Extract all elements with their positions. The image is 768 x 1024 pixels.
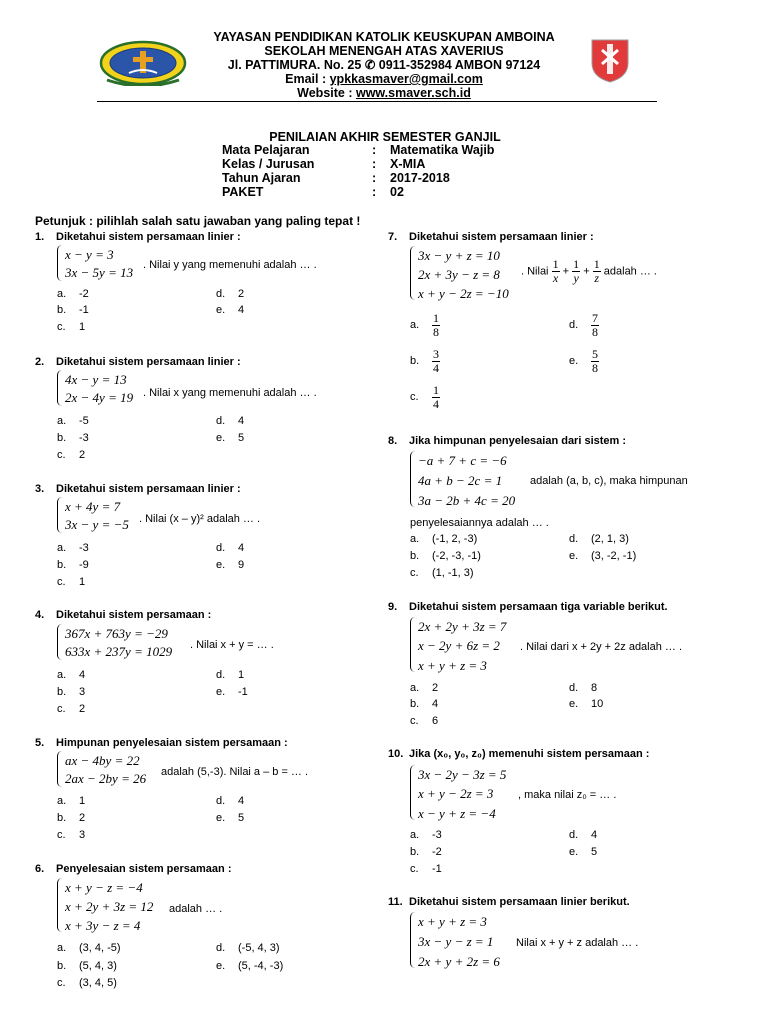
option-c[interactable]: c. 6 [410,715,439,727]
exam-title: PENILAIAN AKHIR SEMESTER GANJIL [269,130,501,144]
option-b[interactable]: b. -3 [57,432,89,444]
option-b[interactable]: b. 3 [57,686,86,698]
equation: 2x + 3y − z = 8 [418,267,500,282]
brace [57,370,63,406]
meta-value: 02 [390,185,404,199]
option-e[interactable]: e. 9 [216,559,245,571]
fraction: $\frac{1}{y}$ [573,257,580,285]
meta-key: Tahun Ajaran [222,171,301,185]
equation: −a + 7 + c = −6 [418,453,507,468]
equation: 3x − 2y − 3z = 5 [418,767,507,782]
brace [410,912,416,968]
option-d[interactable]: d. $\frac{7}{8}$ [569,311,598,339]
option-d[interactable]: d. 1 [216,669,245,681]
equation: 3x − y + z = 10 [418,248,500,263]
option-e[interactable]: e. 10 [569,698,604,710]
option-a[interactable]: a. -5 [57,415,89,427]
school-address: Jl. PATTIMURA. No. 25 ✆ 0911-352984 AMBON 97124 [227,58,541,72]
equation: ax − 4by = 22 [65,753,140,768]
equation: 2x + 2y + 3z = 7 [418,619,507,634]
equation: x + y + z = 3 [418,914,487,929]
option-b[interactable]: b. 4 [410,698,439,710]
equation: x − 2y + 6z = 2 [418,638,500,653]
meta-colon: : [372,171,377,185]
question-header: 11. Diketahui sistem persamaan linier berikut. [388,896,630,908]
option-c[interactable]: c. 3 [57,829,86,841]
option-c[interactable]: c. (3, 4, 5) [57,977,117,989]
meta-value: X-MIA [390,157,426,171]
foundation-name: YAYASAN PENDIDIKAN KATOLIK KEUSKUPAN AMBOINA [213,30,555,44]
option-c[interactable]: c. 2 [57,703,86,715]
option-e[interactable]: e. 4 [216,304,245,316]
option-e[interactable]: e. (5, -4, -3) [216,960,284,972]
meta-key: Mata Pelajaran [222,143,310,157]
option-b[interactable]: b. -9 [57,559,89,571]
equation: x + y + z = 3 [418,658,487,673]
option-d[interactable]: d. 4 [216,542,245,554]
brace [410,451,416,507]
option-b[interactable]: b. -2 [410,846,442,858]
website-label: Website : [297,86,356,100]
question-header: 8. Jika himpunan penyelesaian dari sistem : [388,435,627,447]
option-d[interactable]: d. 4 [216,795,245,807]
question-tail: . Nilai x + y = … . [190,639,274,651]
option-d[interactable]: d. (2, 1, 3) [569,533,629,545]
brace [57,878,63,932]
option-e[interactable]: e. -1 [216,686,248,698]
header-divider [97,101,657,102]
meta-row-subject [222,143,494,157]
option-a[interactable]: a. $\frac{1}{8}$ [410,311,439,339]
meta-colon: : [372,157,377,171]
brace [57,245,63,281]
meta-row-year [222,171,450,185]
question-tail: . Nilai $\frac{1}{x}$ + $\frac{1}{y}$ + $\frac{1}{z}$ adalah … . [521,257,657,285]
option-e[interactable]: e. 5 [569,846,598,858]
option-c[interactable]: c. $\frac{1}{4}$ [410,383,439,411]
email-line [0,72,768,86]
option-b[interactable]: b. 2 [57,812,86,824]
equation: 2x − 4y = 19 [65,390,134,405]
option-e[interactable]: e. 5 [216,812,245,824]
equation: 367x + 763y = −29 [65,626,168,641]
question-tail: adalah … . [169,903,223,915]
brace [57,624,63,660]
equation: 3x − y = −5 [65,517,129,532]
equation: x − y = 3 [65,247,114,262]
brace [410,765,416,820]
meta-key: PAKET [222,185,264,199]
option-d[interactable]: d. (-5, 4, 3) [216,942,280,954]
question-tail: Nilai x + y + z adalah … . [516,937,639,949]
question-header: 1. Diketahui sistem persamaan linier : [35,231,241,243]
question-tail-2: penyelesaiannya adalah … . [410,517,549,529]
equation: x + y − z = −4 [65,880,143,895]
equation: 633x + 237y = 1029 [65,644,173,659]
option-d[interactable]: d. 4 [216,415,245,427]
fraction: $\frac{1}{x}$ [552,257,559,285]
question-header: 7. Diketahui sistem persamaan linier : [388,231,594,243]
option-b[interactable]: b. (-2, -3, -1) [410,550,481,562]
school-name: SEKOLAH MENENGAH ATAS XAVERIUS [264,44,504,58]
equation: x + y − 2z = −10 [418,286,509,301]
option-a[interactable]: a. 2 [410,682,439,694]
email-label: Email : [285,72,330,86]
option-c[interactable]: c. (1, -1, 3) [410,567,474,579]
option-b[interactable]: b. $\frac{3}{4}$ [410,347,439,375]
option-d[interactable]: d. 8 [569,682,598,694]
instruction: Petunjuk : pilihlah salah satu jawaban yang paling tepat ! [35,214,361,228]
question-header: 2. Diketahui sistem persamaan linier : [35,356,241,368]
equation: x + y − 2z = 3 [418,786,494,801]
option-a[interactable]: a. -3 [57,542,89,554]
equation: x + 3y − z = 4 [65,918,141,933]
website-line [0,86,768,100]
equation: 2x + y + 2z = 6 [418,954,500,969]
option-c[interactable]: c. 1 [57,321,86,333]
question-tail: . Nilai dari x + 2y + 2z adalah … . [520,641,683,653]
option-d[interactable]: d. 4 [569,829,598,841]
equation: x + 4y = 7 [65,499,121,514]
option-a[interactable]: a. 1 [57,795,86,807]
website-link[interactable]: www.smaver.sch.id [355,86,471,100]
equation: 2ax − 2by = 26 [65,771,147,786]
brace [57,751,63,787]
option-a[interactable]: a. (-1, 2, -3) [410,533,478,545]
option-a[interactable]: a. -3 [410,829,442,841]
meta-row-class [222,157,425,171]
option-a[interactable]: a. -2 [57,288,89,300]
equation: 4a + b − 2c = 1 [418,473,503,488]
question-tail: . Nilai y yang memenuhi adalah … . [143,259,317,271]
question-header: 4. Diketahui sistem persamaan : [35,609,212,621]
fraction: $\frac{1}{z}$ [593,257,600,285]
meta-value: 2017-2018 [390,171,450,185]
equation: x − y + z = −4 [418,806,496,821]
question-header: 5. Himpunan penyelesaian sistem persamaan : [35,737,288,749]
email-link[interactable]: ypkkasmaver@gmail.com [329,72,483,86]
option-a[interactable]: a. 4 [57,669,86,681]
equation: 3x − y − z = 1 [418,934,494,949]
equation: 4x − y = 13 [65,372,127,387]
brace [410,617,416,672]
meta-value: Matematika Wajib [390,143,495,157]
meta-colon: : [372,185,377,199]
meta-row-package [222,185,404,199]
question-header: 3. Diketahui sistem persamaan linier : [35,483,241,495]
option-d[interactable]: d. 2 [216,288,245,300]
question-tail: adalah (5,-3). Nilai a – b = … . [161,766,309,778]
equation: x + 2y + 3z = 12 [65,899,154,914]
equation: 3x − 5y = 13 [65,265,134,280]
question-tail: adalah (a, b, c), maka himpunan [530,475,688,487]
question-tail: , maka nilai z₀ = … . [518,789,617,801]
option-c[interactable]: c. 2 [57,449,86,461]
equation: 3a − 2b + 4c = 20 [418,493,516,508]
option-e[interactable]: e. 5 [216,432,245,444]
question-tail: . Nilai x yang memenuhi adalah … . [143,387,317,399]
question-header: 6. Penyelesaian sistem persamaan : [35,863,232,875]
option-c[interactable]: c. -1 [410,863,442,875]
meta-key: Kelas / Jurusan [222,157,315,171]
question-header: 9. Diketahui sistem persamaan tiga variable berikut. [388,601,668,613]
meta-colon: : [372,143,377,157]
option-e[interactable]: e. (3, -2, -1) [569,550,637,562]
option-b[interactable]: b. -1 [57,304,89,316]
question-tail: . Nilai (x – y)² adalah … . [139,513,261,525]
option-c[interactable]: c. 1 [57,576,86,588]
option-a[interactable]: a. (3, 4, -5) [57,942,121,954]
brace [57,497,63,533]
option-b[interactable]: b. (5, 4, 3) [57,960,117,972]
option-e[interactable]: e. $\frac{5}{8}$ [569,347,598,375]
question-header: 10. Jika (x₀, y₀, z₀) memenuhi sistem persamaan : [388,748,650,760]
brace [410,246,416,300]
